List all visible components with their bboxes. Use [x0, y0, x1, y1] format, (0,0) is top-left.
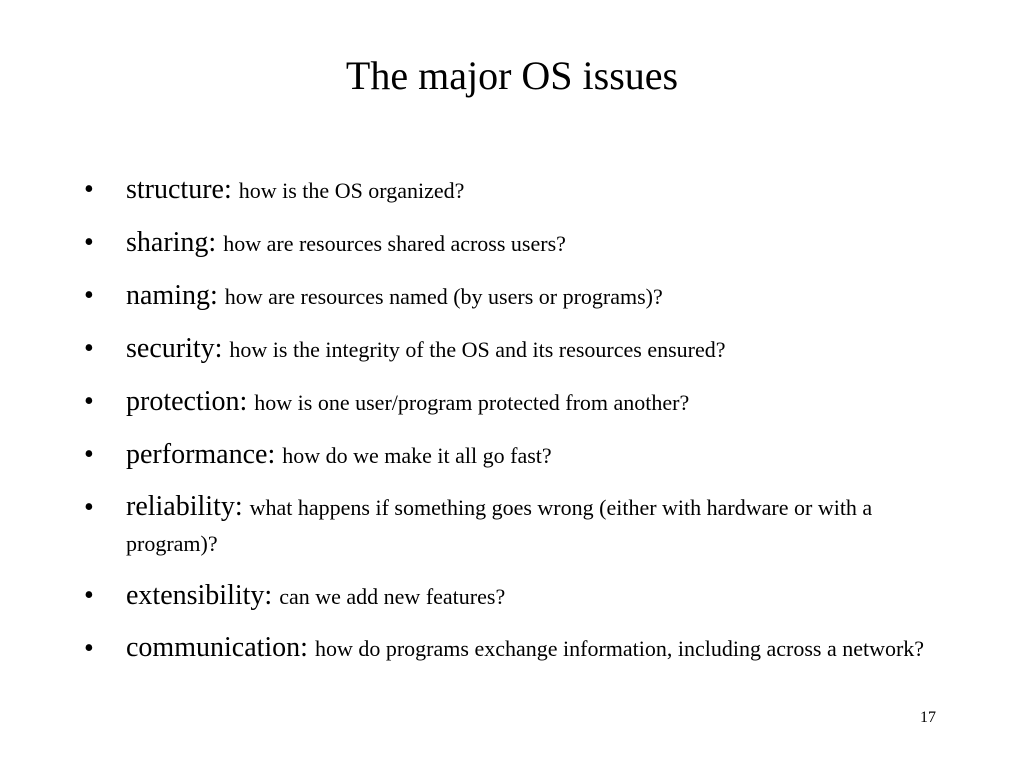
issue-description: how is one user/program protected from another? [254, 390, 690, 415]
list-item [84, 225, 944, 265]
list-item [84, 384, 944, 424]
issue-description: what happens if something goes wrong (either with hardware or with a program)? [126, 495, 873, 556]
issue-description: how are resources shared across users? [223, 231, 566, 256]
bullet-marker: • [84, 580, 94, 611]
issue-term: performance: [126, 439, 283, 470]
issue-description: can we add new features? [279, 584, 506, 609]
bullet-marker: • [84, 492, 94, 523]
issue-description: how do programs exchange information, including across a network? [314, 636, 925, 661]
issue-description: how is the integrity of the OS and its resources ensured? [229, 337, 726, 362]
list-item [84, 490, 944, 563]
list-item [84, 437, 944, 477]
issue-term: sharing: [126, 227, 224, 258]
page-number: 17 [920, 709, 936, 726]
issue-term: reliability: [126, 491, 250, 522]
issue-term: extensibility: [126, 580, 280, 611]
bullet-marker: • [84, 386, 94, 417]
issue-term: structure: [126, 174, 239, 205]
list-item [84, 172, 944, 212]
list-item [84, 578, 944, 618]
bullet-list [84, 172, 944, 681]
bullet-marker: • [84, 439, 94, 470]
list-item [84, 331, 944, 371]
issue-description: how is the OS organized? [238, 178, 465, 203]
bullet-marker: • [84, 174, 94, 205]
issue-term: security: [126, 333, 230, 364]
issue-description: how are resources named (by users or programs)? [224, 284, 663, 309]
bullet-marker: • [84, 227, 94, 258]
issue-term: protection: [126, 386, 255, 417]
bullet-marker: • [84, 633, 94, 664]
issue-term: naming: [126, 280, 225, 311]
slide-title: The major OS issues [345, 53, 679, 98]
bullet-marker: • [84, 280, 94, 311]
list-item [84, 631, 944, 668]
issue-description: how do we make it all go fast? [282, 443, 552, 468]
bullet-marker: • [84, 333, 94, 364]
list-item [84, 278, 944, 318]
issue-term: communication: [126, 632, 315, 663]
